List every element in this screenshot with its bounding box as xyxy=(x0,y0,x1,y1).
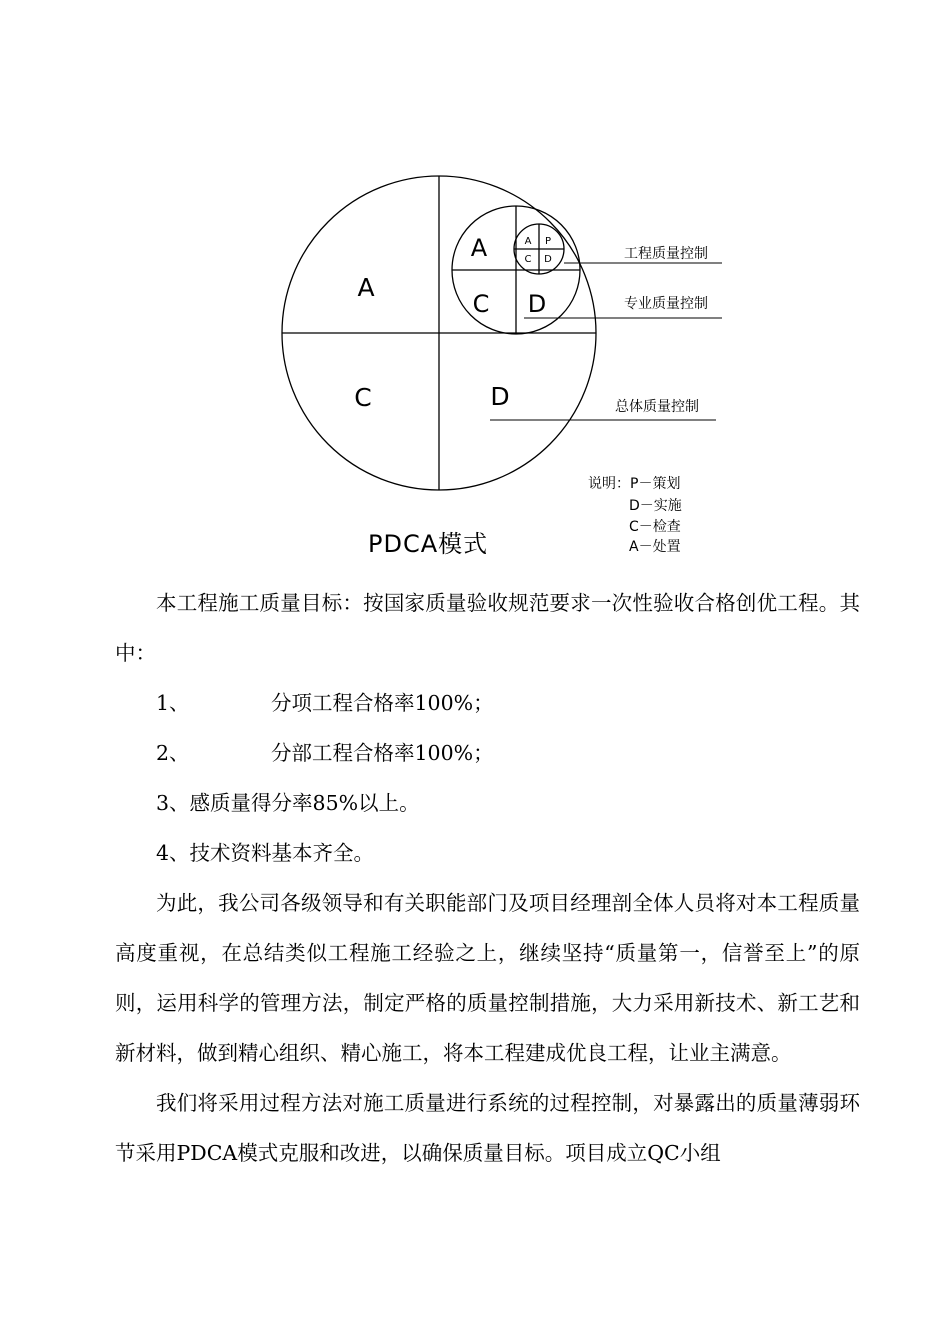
document-body xyxy=(115,578,860,1178)
list-item: 2、 分部工程合格率100%； xyxy=(156,741,494,765)
legend-title: 说明：P－策划 xyxy=(588,476,681,492)
pdca-diagram xyxy=(0,0,950,570)
small-quadrant-p: P xyxy=(544,236,552,247)
small-quadrant-c: C xyxy=(524,254,532,265)
middle-quadrant-a: A xyxy=(470,234,488,262)
outer-quadrant-c: C xyxy=(354,383,372,412)
outer-quadrant-a: A xyxy=(357,273,375,302)
small-quadrant-a: A xyxy=(524,236,532,247)
legend-c: C－检查 xyxy=(629,519,681,535)
list-item: 4、技术资料基本齐全。 xyxy=(156,841,375,865)
label-overall-quality: 总体质量控制 xyxy=(615,399,699,415)
label-engineering-quality: 工程质量控制 xyxy=(624,246,708,262)
paragraph-commitment: 为此，我公司各级领导和有关职能部门及项目经理剖全体人员将对本工程质量高度重视，在总结类似工程施工经验之上，继续坚持“质量第一，信誉至上”的原则，运用科学的管理方法，制定严格的质量控制措施，大力采用新技术、新工艺和新材料，做到精心组织、精心施工，将本工程建成优良工程，让业主满意。 xyxy=(115,891,860,1065)
diagram-caption: PDCA模式 xyxy=(368,530,489,558)
middle-quadrant-d: D xyxy=(527,290,547,318)
legend-d: D－实施 xyxy=(629,498,682,514)
legend-a: A－处置 xyxy=(629,539,681,555)
paragraph-pdca-method: 我们将采用过程方法对施工质量进行系统的过程控制，对暴露出的质量薄弱环节采用PDCA模式克服和改进，以确保质量目标。项目成立QC小组 xyxy=(115,1091,860,1165)
small-quadrant-d: D xyxy=(544,254,552,265)
outer-quadrant-d: D xyxy=(490,382,510,411)
paragraph-quality-goal: 本工程施工质量目标：按国家质量验收规范要求一次性验收合格创优工程。其中： xyxy=(115,591,860,665)
label-professional-quality: 专业质量控制 xyxy=(624,296,708,312)
list-item: 1、 分项工程合格率100%； xyxy=(156,691,494,715)
list-item: 3、感质量得分率85%以上。 xyxy=(156,791,420,815)
middle-quadrant-c: C xyxy=(472,290,490,318)
